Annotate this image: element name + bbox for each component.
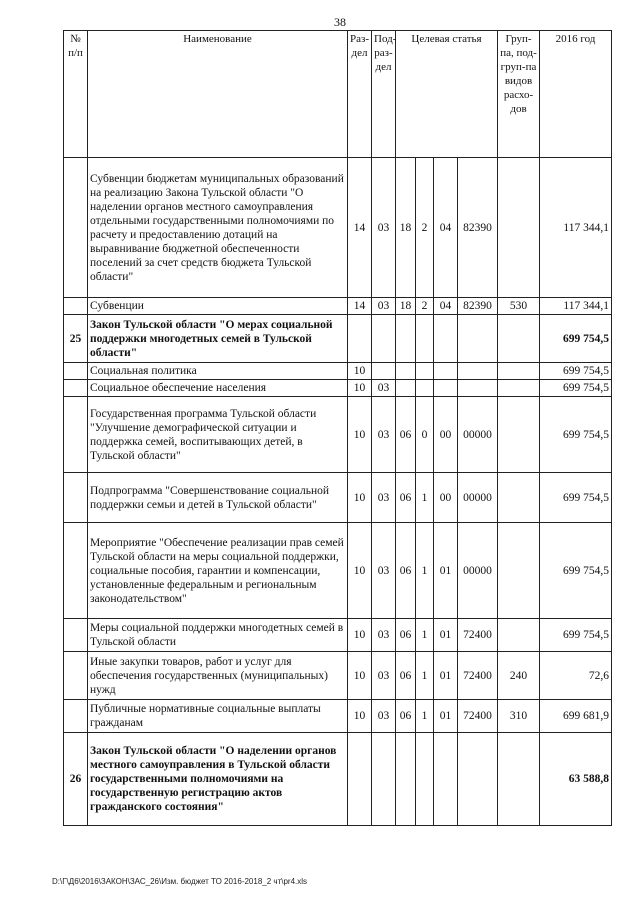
cell-amount: 699 754,5: [540, 363, 612, 380]
cell-expense-group: 310: [498, 700, 540, 733]
cell-amount: 699 681,9: [540, 700, 612, 733]
cell-expense-group: [498, 380, 540, 397]
cell-razdel: 14: [348, 298, 372, 315]
cell-razdel: 10: [348, 363, 372, 380]
cell-num: [64, 158, 88, 298]
cell-num: [64, 473, 88, 523]
cell-target-subprogram: 0: [416, 397, 434, 473]
table-header-row: [64, 31, 612, 158]
cell-target-event: 04: [434, 158, 458, 298]
cell-name: Социальное обеспечение населения: [88, 380, 348, 397]
table-row: [64, 652, 612, 700]
cell-name: Публичные нормативные социальные выплаты гражданам: [88, 700, 348, 733]
cell-expense-group: [498, 363, 540, 380]
cell-target-subprogram: 2: [416, 158, 434, 298]
table-row: [64, 619, 612, 652]
cell-expense-group: 530: [498, 298, 540, 315]
cell-amount: 117 344,1: [540, 158, 612, 298]
cell-name: Закон Тульской области "О мерах социальной поддержки многодетных семей в Тульской области": [88, 315, 348, 363]
cell-target-event: 00: [434, 397, 458, 473]
table-row: [64, 315, 612, 363]
cell-podrazdel: 03: [372, 652, 396, 700]
cell-target-subprogram: [416, 315, 434, 363]
cell-target-event: [434, 733, 458, 826]
table-body: [64, 158, 612, 826]
cell-target-direction: 72400: [458, 700, 498, 733]
cell-expense-group: [498, 397, 540, 473]
cell-razdel: [348, 315, 372, 363]
cell-target-direction: [458, 733, 498, 826]
cell-amount: 699 754,5: [540, 523, 612, 619]
header-year: 2016 год: [540, 31, 612, 158]
cell-num: [64, 380, 88, 397]
cell-podrazdel: 03: [372, 158, 396, 298]
table-row: [64, 523, 612, 619]
cell-target-event: 01: [434, 523, 458, 619]
cell-podrazdel: 03: [372, 523, 396, 619]
table-row: [64, 700, 612, 733]
cell-target-event: [434, 363, 458, 380]
header-name: Наименование: [88, 31, 348, 158]
cell-target-subprogram: [416, 380, 434, 397]
cell-target-program: 18: [396, 298, 416, 315]
cell-razdel: 14: [348, 158, 372, 298]
cell-razdel: 10: [348, 652, 372, 700]
cell-name: Подпрограмма "Совершенствование социальной поддержки семьи и детей в Тульской области": [88, 473, 348, 523]
cell-podrazdel: [372, 733, 396, 826]
cell-razdel: 10: [348, 397, 372, 473]
cell-target-subprogram: 1: [416, 652, 434, 700]
cell-target-event: 04: [434, 298, 458, 315]
cell-amount: 699 754,5: [540, 397, 612, 473]
table-row: [64, 158, 612, 298]
cell-target-event: 01: [434, 700, 458, 733]
cell-num: [64, 700, 88, 733]
cell-name: Закон Тульской области "О наделении органов местного самоуправления в Тульской области государственными полномочиями на государственную регистрацию актов гражданского состояния": [88, 733, 348, 826]
table-row: [64, 733, 612, 826]
cell-razdel: 10: [348, 473, 372, 523]
cell-target-program: [396, 380, 416, 397]
file-path-footer: D:\Г\Д6\2016\ЗАКОН\ЗАС_26\Изм. бюджет ТО 2016-2018_2 чт\pr4.xls: [52, 877, 308, 886]
cell-razdel: 10: [348, 380, 372, 397]
cell-amount: 63 588,8: [540, 733, 612, 826]
cell-num: [64, 523, 88, 619]
table-row: [64, 380, 612, 397]
cell-amount: 699 754,5: [540, 315, 612, 363]
cell-target-direction: 72400: [458, 652, 498, 700]
cell-target-direction: 82390: [458, 158, 498, 298]
cell-target-direction: [458, 380, 498, 397]
cell-target-program: 06: [396, 652, 416, 700]
cell-target-program: 06: [396, 700, 416, 733]
table-row: [64, 473, 612, 523]
cell-podrazdel: 03: [372, 298, 396, 315]
header-podrazdel: Под-раз-дел: [372, 31, 396, 158]
cell-num: 26: [64, 733, 88, 826]
cell-podrazdel: [372, 363, 396, 380]
cell-name: Социальная политика: [88, 363, 348, 380]
cell-podrazdel: 03: [372, 397, 396, 473]
cell-target-program: [396, 315, 416, 363]
table-row: [64, 298, 612, 315]
cell-target-program: [396, 363, 416, 380]
cell-target-program: 06: [396, 473, 416, 523]
cell-razdel: [348, 733, 372, 826]
cell-name: Мероприятие "Обеспечение реализации прав семей Тульской области на меры социальной поддержки, социальные пособия, гарантии и компенсации, установленные федеральным и региональным законодательством": [88, 523, 348, 619]
cell-num: [64, 619, 88, 652]
cell-name: Субвенции: [88, 298, 348, 315]
page-number: 38: [334, 15, 346, 29]
table-row: [64, 363, 612, 380]
cell-amount: 72,6: [540, 652, 612, 700]
cell-expense-group: [498, 619, 540, 652]
cell-target-direction: 00000: [458, 473, 498, 523]
cell-target-program: 06: [396, 523, 416, 619]
cell-target-direction: 00000: [458, 397, 498, 473]
cell-expense-group: [498, 523, 540, 619]
cell-name: Меры социальной поддержки многодетных семей в Тульской области: [88, 619, 348, 652]
cell-target-direction: 72400: [458, 619, 498, 652]
cell-expense-group: [498, 158, 540, 298]
cell-expense-group: [498, 733, 540, 826]
cell-target-subprogram: 1: [416, 619, 434, 652]
cell-razdel: 10: [348, 523, 372, 619]
cell-expense-group: [498, 473, 540, 523]
cell-target-subprogram: 2: [416, 298, 434, 315]
cell-num: [64, 363, 88, 380]
cell-podrazdel: [372, 315, 396, 363]
cell-num: 25: [64, 315, 88, 363]
cell-name: Иные закупки товаров, работ и услуг для обеспечения государственных (муниципальных) нужд: [88, 652, 348, 700]
cell-num: [64, 397, 88, 473]
cell-podrazdel: 03: [372, 473, 396, 523]
cell-target-subprogram: [416, 733, 434, 826]
cell-target-subprogram: [416, 363, 434, 380]
cell-name: Субвенции бюджетам муниципальных образований на реализацию Закона Тульской области "О наделении органов местного самоуправления отдельными государственными полномочиями по расчету и предоставлению дотаций на выравнивание бюджетной обеспеченности поселений за счет средств бюджета Тульской области": [88, 158, 348, 298]
header-target: Целевая статья: [396, 31, 498, 158]
cell-amount: 117 344,1: [540, 298, 612, 315]
cell-target-direction: 82390: [458, 298, 498, 315]
cell-target-program: 06: [396, 397, 416, 473]
cell-expense-group: [498, 315, 540, 363]
cell-amount: 699 754,5: [540, 473, 612, 523]
table-row: [64, 397, 612, 473]
cell-amount: 699 754,5: [540, 380, 612, 397]
cell-target-event: [434, 315, 458, 363]
cell-target-event: 01: [434, 619, 458, 652]
cell-target-direction: [458, 315, 498, 363]
cell-target-program: [396, 733, 416, 826]
header-razdel: Раз-дел: [348, 31, 372, 158]
cell-target-event: [434, 380, 458, 397]
cell-razdel: 10: [348, 619, 372, 652]
budget-table: [63, 30, 612, 826]
cell-podrazdel: 03: [372, 380, 396, 397]
header-group: Груп-па, под-груп-па видов расхо-дов: [498, 31, 540, 158]
cell-target-program: 06: [396, 619, 416, 652]
cell-target-program: 18: [396, 158, 416, 298]
cell-razdel: 10: [348, 700, 372, 733]
cell-num: [64, 298, 88, 315]
cell-expense-group: 240: [498, 652, 540, 700]
cell-name: Государственная программа Тульской области "Улучшение демографической ситуации и поддержка семей, воспитывающих детей, в Тульской области": [88, 397, 348, 473]
cell-target-event: 01: [434, 652, 458, 700]
cell-target-subprogram: 1: [416, 700, 434, 733]
cell-podrazdel: 03: [372, 619, 396, 652]
cell-target-subprogram: 1: [416, 473, 434, 523]
cell-target-direction: [458, 363, 498, 380]
cell-target-subprogram: 1: [416, 523, 434, 619]
cell-podrazdel: 03: [372, 700, 396, 733]
header-num: № п/п: [64, 31, 88, 158]
cell-amount: 699 754,5: [540, 619, 612, 652]
cell-target-direction: 00000: [458, 523, 498, 619]
cell-target-event: 00: [434, 473, 458, 523]
cell-num: [64, 652, 88, 700]
